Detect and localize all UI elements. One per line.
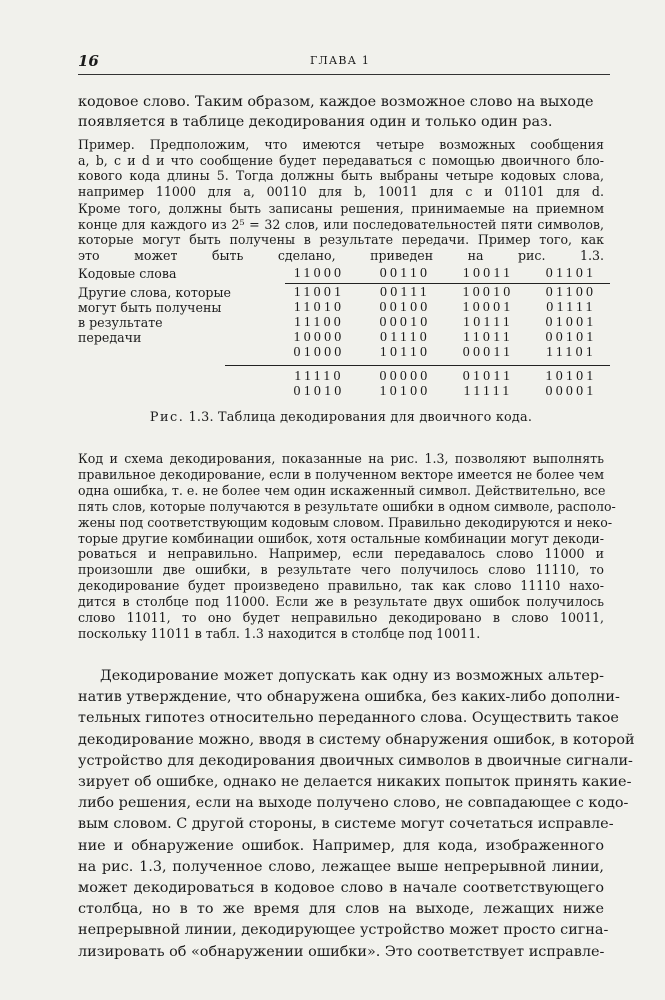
caption-prefix: Рис.: [149, 410, 185, 425]
text-line: декодирование будет произведено правильно, так как слово 11110 нахо-: [78, 578, 604, 594]
text-line: столбца, но в то же время для слов на выходе, лежащих ниже: [78, 901, 604, 918]
text-line: дится в столбце под 11000. Если же в результате двух ошибок получилось: [78, 594, 604, 610]
text-line: торые другие комбинации ошибок, хотя остальные комбинации могут декоди-: [78, 530, 604, 546]
text-line: кового кода длины 5. Тогда должны быть выбраны четыре кодовых слова,: [78, 168, 604, 183]
text-line: поскольку 11011 в табл. 1.3 находится в столбце под 10011.: [78, 625, 481, 641]
text-line: роваться и неправильно. Например, если передавалось слово 11000 и: [78, 546, 604, 562]
row-label: Кодовые слова: [78, 266, 177, 281]
table-cell: 11011: [463, 330, 513, 345]
row-label: могут быть получены: [78, 300, 222, 315]
table-cell: 11001: [293, 285, 345, 300]
table-cell: 01111: [546, 300, 596, 315]
text-line: натив утверждение, что обнаружена ошибка, без каких-либо дополни-: [78, 689, 620, 706]
text-line: либо решения, если на выходе получено слово, не совпадающее с кодо-: [78, 795, 629, 812]
table-cell: 11110: [294, 369, 344, 384]
table-cell: 11100: [294, 315, 344, 330]
page-header: [78, 52, 608, 74]
codeword-cell: 00110: [379, 266, 431, 281]
codeword-cell: 01101: [545, 266, 597, 281]
table-row: [285, 345, 615, 360]
table-row: [285, 315, 615, 330]
table-cell: 01100: [545, 285, 597, 300]
table-row: [285, 384, 615, 399]
table-row: [285, 300, 615, 315]
text-line: появляется в таблице декодирования один и только один раз.: [78, 114, 553, 130]
text-line: Декодирование может допускать как одну из возможных альтер-: [100, 668, 604, 684]
table-row: [285, 330, 615, 345]
text-line: Кроме того, должны быть записаны решения, принимаемые на приемном: [78, 201, 604, 216]
chapter-title: ГЛАВА 1: [310, 54, 371, 67]
text-line: непрерывной линии, декодирующее устройство может просто сигна-: [78, 922, 609, 939]
table-cell: 00000: [379, 369, 431, 384]
table-cell: 00001: [545, 384, 597, 399]
text-line: Код и схема декодирования, показанные на рис. 1.3, позволяют выполнять: [78, 451, 604, 466]
decoding-table: [285, 266, 615, 399]
table-cell: 10010: [462, 285, 514, 300]
text-line: кодовое слово. Таким образом, каждое возможное слово на выходе: [78, 94, 594, 110]
text-line: устройство для декодирования двоичных символов в двоичные сигнали-: [78, 752, 633, 769]
table-cell: 10100: [379, 384, 431, 399]
table-cell: 11111: [463, 384, 513, 399]
header-rule: [78, 74, 610, 75]
solid-divider-line: [225, 365, 610, 366]
table-cell: 10001: [462, 300, 514, 315]
text-line: например 11000 для a, 00110 для b, 10011 для c и 01101 для d.: [78, 183, 604, 199]
text-line: правильное декодирование, если в полученном векторе имеется не более чем: [78, 466, 604, 482]
text-line: которые могут быть получены в результате передачи. Пример того, как: [78, 232, 604, 247]
text-line: слово 11011, то оно будет неправильно декодировано в слово 10011,: [78, 610, 604, 626]
codeword-row: [285, 266, 615, 281]
table-cell: 10111: [463, 315, 513, 330]
text-line: на рис. 1.3, полученное слово, лежащее выше непрерывной линии,: [78, 858, 604, 875]
table-cell: 00101: [545, 330, 597, 345]
table-row: [285, 285, 615, 300]
table-cell: 00111: [380, 285, 430, 300]
text-line: может декодироваться в кодовое слово в начале соответствующего: [78, 880, 604, 897]
table-cell: 01001: [545, 315, 597, 330]
text-line: a, b, c и d и что сообщение будет передаваться с помощью двоичного бло-: [78, 152, 604, 168]
table-cell: 11010: [293, 300, 345, 315]
caption-text: 1.3. Таблица декодирования для двоичного кода.: [188, 410, 533, 425]
text-line: декодирование можно, вводя в систему обнаружения ошибок, в которой: [78, 731, 635, 748]
paragraph-5: [78, 666, 635, 963]
text-line: конце для каждого из 2⁵ = 32 слов, или последовательностей пяти символов,: [78, 216, 604, 232]
paragraph-1: [78, 92, 604, 132]
text-line: Пример. Предположим, что имеются четыре возможных сообщения: [78, 137, 604, 152]
text-line: пять слов, которые получаются в результате ошибки в одном символе, располо-: [78, 498, 616, 514]
table-cell: 01010: [293, 384, 345, 399]
text-line: ние и обнаружение ошибок. Например, для кода, изображенного: [78, 837, 604, 854]
table-cell: 00100: [379, 300, 431, 315]
paragraph-3: [78, 201, 604, 263]
text-line: это может быть сделано, приведен на рис. 1.3.: [78, 247, 604, 263]
text-line: лизировать об «обнаружении ошибки». Это соответствует исправле-: [78, 943, 605, 960]
text-line: произошли две ошибки, в результате чего получилось слово 11110, то: [78, 562, 604, 578]
table-cell: 11101: [546, 345, 596, 360]
codeword-cell: 10011: [462, 266, 514, 281]
page-number: 16: [78, 52, 99, 70]
table-cell: 01110: [380, 330, 430, 345]
figure-caption: [78, 410, 604, 425]
row-label: в результате: [78, 315, 163, 330]
table-cell: 01011: [462, 369, 514, 384]
table-cell: 00010: [379, 315, 431, 330]
text-line: вым словом. С другой стороны, в системе могут сочетаться исправле-: [78, 816, 614, 833]
row-label: передачи: [78, 330, 142, 345]
text-line: зирует об ошибке, однако не делается никаких попыток принять какие-: [78, 774, 632, 791]
example-paragraph: [78, 137, 604, 199]
table-cell: 00011: [462, 345, 514, 360]
text-line: жены под соответствующим кодовым словом. Правильно декодируются и неко-: [78, 514, 613, 530]
paragraph-4: [78, 451, 616, 642]
codeword-cell: 11000: [293, 266, 345, 281]
table-cell: 10000: [293, 330, 345, 345]
figure-row-labels: [78, 266, 258, 345]
text-line: одна ошибка, т. е. не более чем один искаженный символ. Действительно, все: [78, 482, 606, 498]
codeword-underline: [285, 283, 610, 284]
text-line: тельных гипотез относительно переданного слова. Осуществить такое: [78, 710, 619, 727]
table-row: [285, 369, 615, 384]
table-cell: 01000: [293, 345, 345, 360]
table-cell: 10110: [379, 345, 431, 360]
row-label: Другие слова, которые: [78, 285, 231, 300]
table-cell: 10101: [545, 369, 597, 384]
